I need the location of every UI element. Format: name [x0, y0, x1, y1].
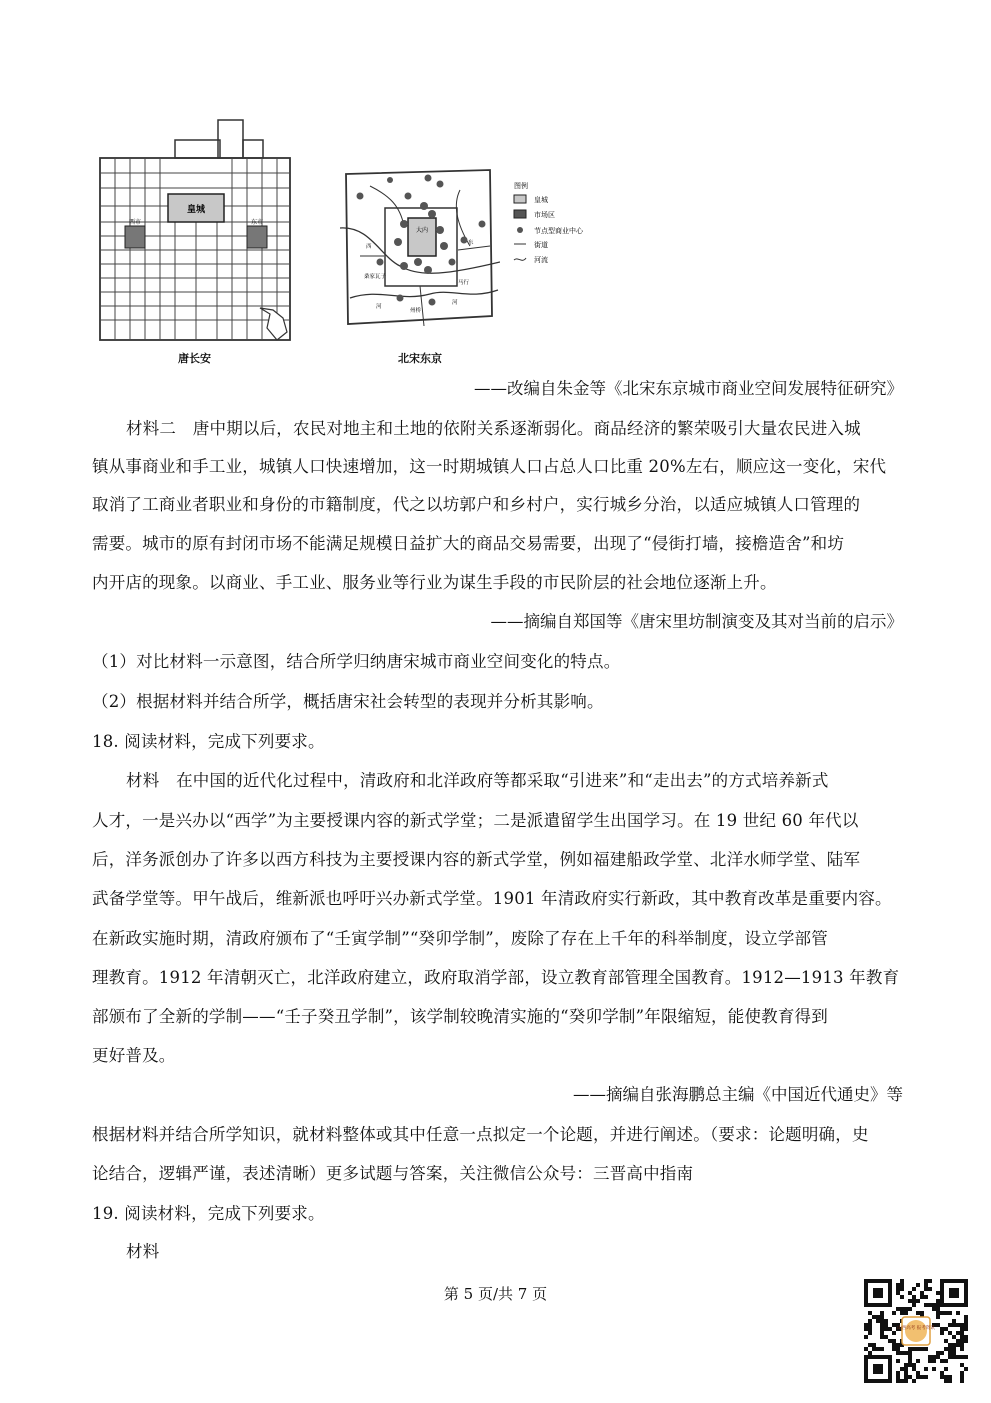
- paragraph-line: 更好普及。: [92, 1046, 176, 1065]
- paragraph-line: 材料二 唐中期以后，农民对地主和土地的依附关系逐渐弱化。商品经济的繁荣吸引大量农民进入城: [126, 419, 861, 438]
- paragraph-line: 武备学堂等。甲午战后，维新派也呼吁兴办新式学堂。1901 年清政府实行新政，其中教育改革是重要内容。: [92, 889, 892, 908]
- song-dongjing-map: [340, 166, 500, 332]
- palace-label: 皇城: [186, 205, 206, 215]
- paragraph-line: 理教育。1912 年清朝灭亡，北洋政府建立，政府取消学部，设立教育部管理全国教育。1912—1913 年教育: [92, 968, 900, 987]
- task-line: 根据材料并结合所学知识，就材料整体或其中任意一点拟定一个论题，并进行阐述。（要求：论题明确，史: [92, 1125, 869, 1144]
- legend-title: 图例: [514, 182, 528, 190]
- paragraph-line: 人才，一是兴办以“西学”为主要授课内容的新式学堂；二是派遣留学生出国学习。在 19 世纪 60 年代以: [92, 811, 859, 830]
- paragraph-line: 需要。城市的原有封闭市场不能满足规模日益扩大的商品交易需要，出现了“侵街打墙，接檐造舍”和坊: [92, 534, 845, 553]
- district-label: 西: [366, 244, 372, 250]
- paragraph-line: 在新政实施时期，清政府颁布了“壬寅学制”“癸卯学制”，废除了存在上千年的科举制度，设立学部管: [92, 929, 828, 948]
- material-label: 材料: [126, 1242, 160, 1261]
- legend-item: 街道: [534, 241, 548, 249]
- paragraph-line: 后，洋务派创办了许多以西方科技为主要授课内容的新式学堂，例如福建船政学堂、北洋水师学堂、陆军: [92, 850, 861, 869]
- left-map-caption: 唐长安: [178, 352, 211, 365]
- paragraph-line: 内开店的现象。以商业、手工业、服务业等行业为谋生手段的市民阶层的社会地位逐渐上升。: [92, 573, 777, 592]
- map-legend: [512, 180, 622, 280]
- inner-palace-label: 大内: [415, 227, 429, 234]
- legend-item: 市场区: [534, 211, 555, 219]
- question-heading: 18. 阅读材料，完成下列要求。: [92, 732, 325, 751]
- question-item: （1）对比材料一示意图，结合所学归纳唐宋城市商业空间变化的特点。: [92, 652, 621, 671]
- legend-item: 河流: [534, 256, 548, 264]
- legend-item: 节点型商业中心: [534, 227, 583, 235]
- paragraph-line: 部颁布了全新的学制——“壬子癸丑学制”，该学制较晚清实施的“癸卯学制”年限缩短，能使教育得到: [92, 1007, 828, 1026]
- question-heading: 19. 阅读材料，完成下列要求。: [92, 1204, 325, 1223]
- district-label: 桑家瓦子: [364, 274, 387, 280]
- paragraph-line: 材料 在中国的近代化过程中，清政府和北洋政府等都采取“引进来”和“走出去”的方式培养新式: [126, 771, 829, 790]
- paragraph-line: 镇从事商业和手工业，城镇人口快速增加，这一时期城镇人口占总人口比重 20%左右，顺应这一变化，宋代: [92, 457, 887, 476]
- district-label: 东: [468, 240, 474, 246]
- district-label: 河: [376, 304, 382, 310]
- district-label: 河: [452, 300, 458, 306]
- task-line: 论结合，逻辑严谨，表述清晰）更多试题与答案，关注微信公众号：三晋高中指南: [92, 1164, 694, 1183]
- west-market-label: 西市: [128, 219, 142, 226]
- page-number: 第 5 页/共 7 页: [443, 1285, 548, 1303]
- q18-source: ——摘编自张海鹏总主编《中国近代通史》等: [573, 1085, 903, 1104]
- district-label: 州桥: [410, 308, 422, 314]
- east-market-label: 东市: [250, 219, 264, 226]
- paragraph-line: 取消了工商业者职业和身份的市籍制度，代之以坊郭户和乡村户，实行城乡分治，以适应城镇人口管理的: [92, 495, 861, 514]
- right-map-caption: 北宋东京: [398, 352, 442, 365]
- tang-changan-map: [95, 118, 295, 350]
- district-label: 马行: [458, 280, 470, 286]
- figure-source: ——改编自朱金等《北宋东京城市商业空间发展特征研究》: [474, 379, 903, 398]
- qr-logo-label: 山西高考 报考资讯: [897, 1326, 935, 1331]
- legend-item: 皇城: [534, 196, 548, 204]
- material2-source: ——摘编自郑国等《唐宋里坊制演变及其对当前的启示》: [490, 612, 903, 631]
- qr-code: [862, 1277, 970, 1385]
- question-item: （2）根据材料并结合所学，概括唐宋社会转型的表现并分析其影响。: [92, 692, 604, 711]
